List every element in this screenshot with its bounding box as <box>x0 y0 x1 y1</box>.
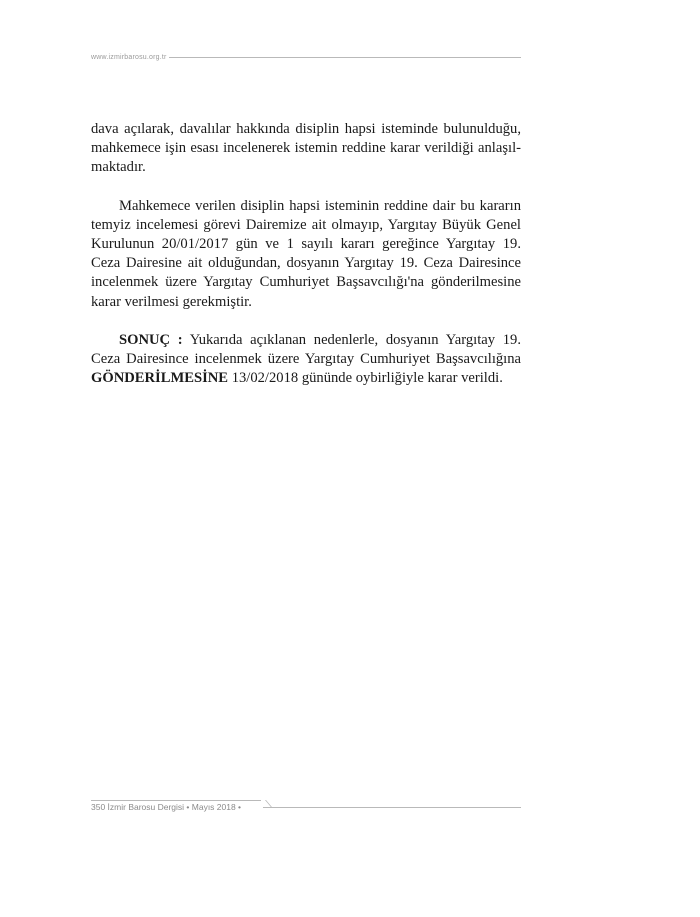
header-url: www.izmirbarosu.org.tr <box>91 54 167 61</box>
text-line <box>91 369 521 388</box>
footer-tab-rule <box>91 800 261 801</box>
paragraph-gap <box>91 178 521 197</box>
text-line: Ceza Dairesine ait olduğundan, dosyanın Yargıtay 19. Ceza Dairesince <box>91 255 521 272</box>
document-body <box>91 120 521 388</box>
text-line: Mahkemece verilen disiplin hapsi isteminin reddine dair bu kararın <box>119 197 521 214</box>
paragraph-2 <box>91 197 521 312</box>
footer-text: 350 İzmir Barosu Dergisi • Mayıs 2018 • <box>91 802 242 812</box>
text-line: temyiz incelemesi görevi Dairemize ait olmayıp, Yargıtay Büyük Genel <box>91 216 521 233</box>
text-line: mahkemece işin esası incelenerek istemin reddine karar verildiği anlaşıl- <box>91 140 521 157</box>
text-line <box>91 331 521 350</box>
decision-keyword: GÖNDERİLMESİNE <box>91 370 229 387</box>
text-line: karar verilmesi gerekmiştir. <box>91 293 252 310</box>
conclusion-label: SONUÇ : <box>119 331 183 348</box>
text-line: maktadır. <box>91 159 146 176</box>
text-segment: Yukarıda açıklanan nedenlerle, dosyanın Yargıtay 19. <box>182 331 521 348</box>
header-rule <box>169 57 521 58</box>
footer-rule <box>263 807 521 808</box>
paragraph-gap <box>91 312 521 331</box>
paragraph-1 <box>91 120 521 178</box>
text-line: Ceza Dairesince incelenmek üzere Yargıtay Cumhuriyet Başsavcılığına <box>91 351 521 368</box>
page-footer <box>91 800 521 814</box>
text-segment: 13/02/2018 gününde oybirliğiyle karar verildi. <box>228 370 503 387</box>
page-header <box>91 54 521 61</box>
text-line: Kurulunun 20/01/2017 gün ve 1 sayılı kararı gereğince Yargıtay 19. <box>91 236 521 253</box>
text-line: dava açılarak, davalılar hakkında disiplin hapsi isteminde bulunulduğu, <box>91 121 521 137</box>
text-line: incelenmek üzere Yargıtay Cumhuriyet Başsavcılığı'na gönderilmesine <box>91 274 521 291</box>
paragraph-3-conclusion <box>91 331 521 389</box>
